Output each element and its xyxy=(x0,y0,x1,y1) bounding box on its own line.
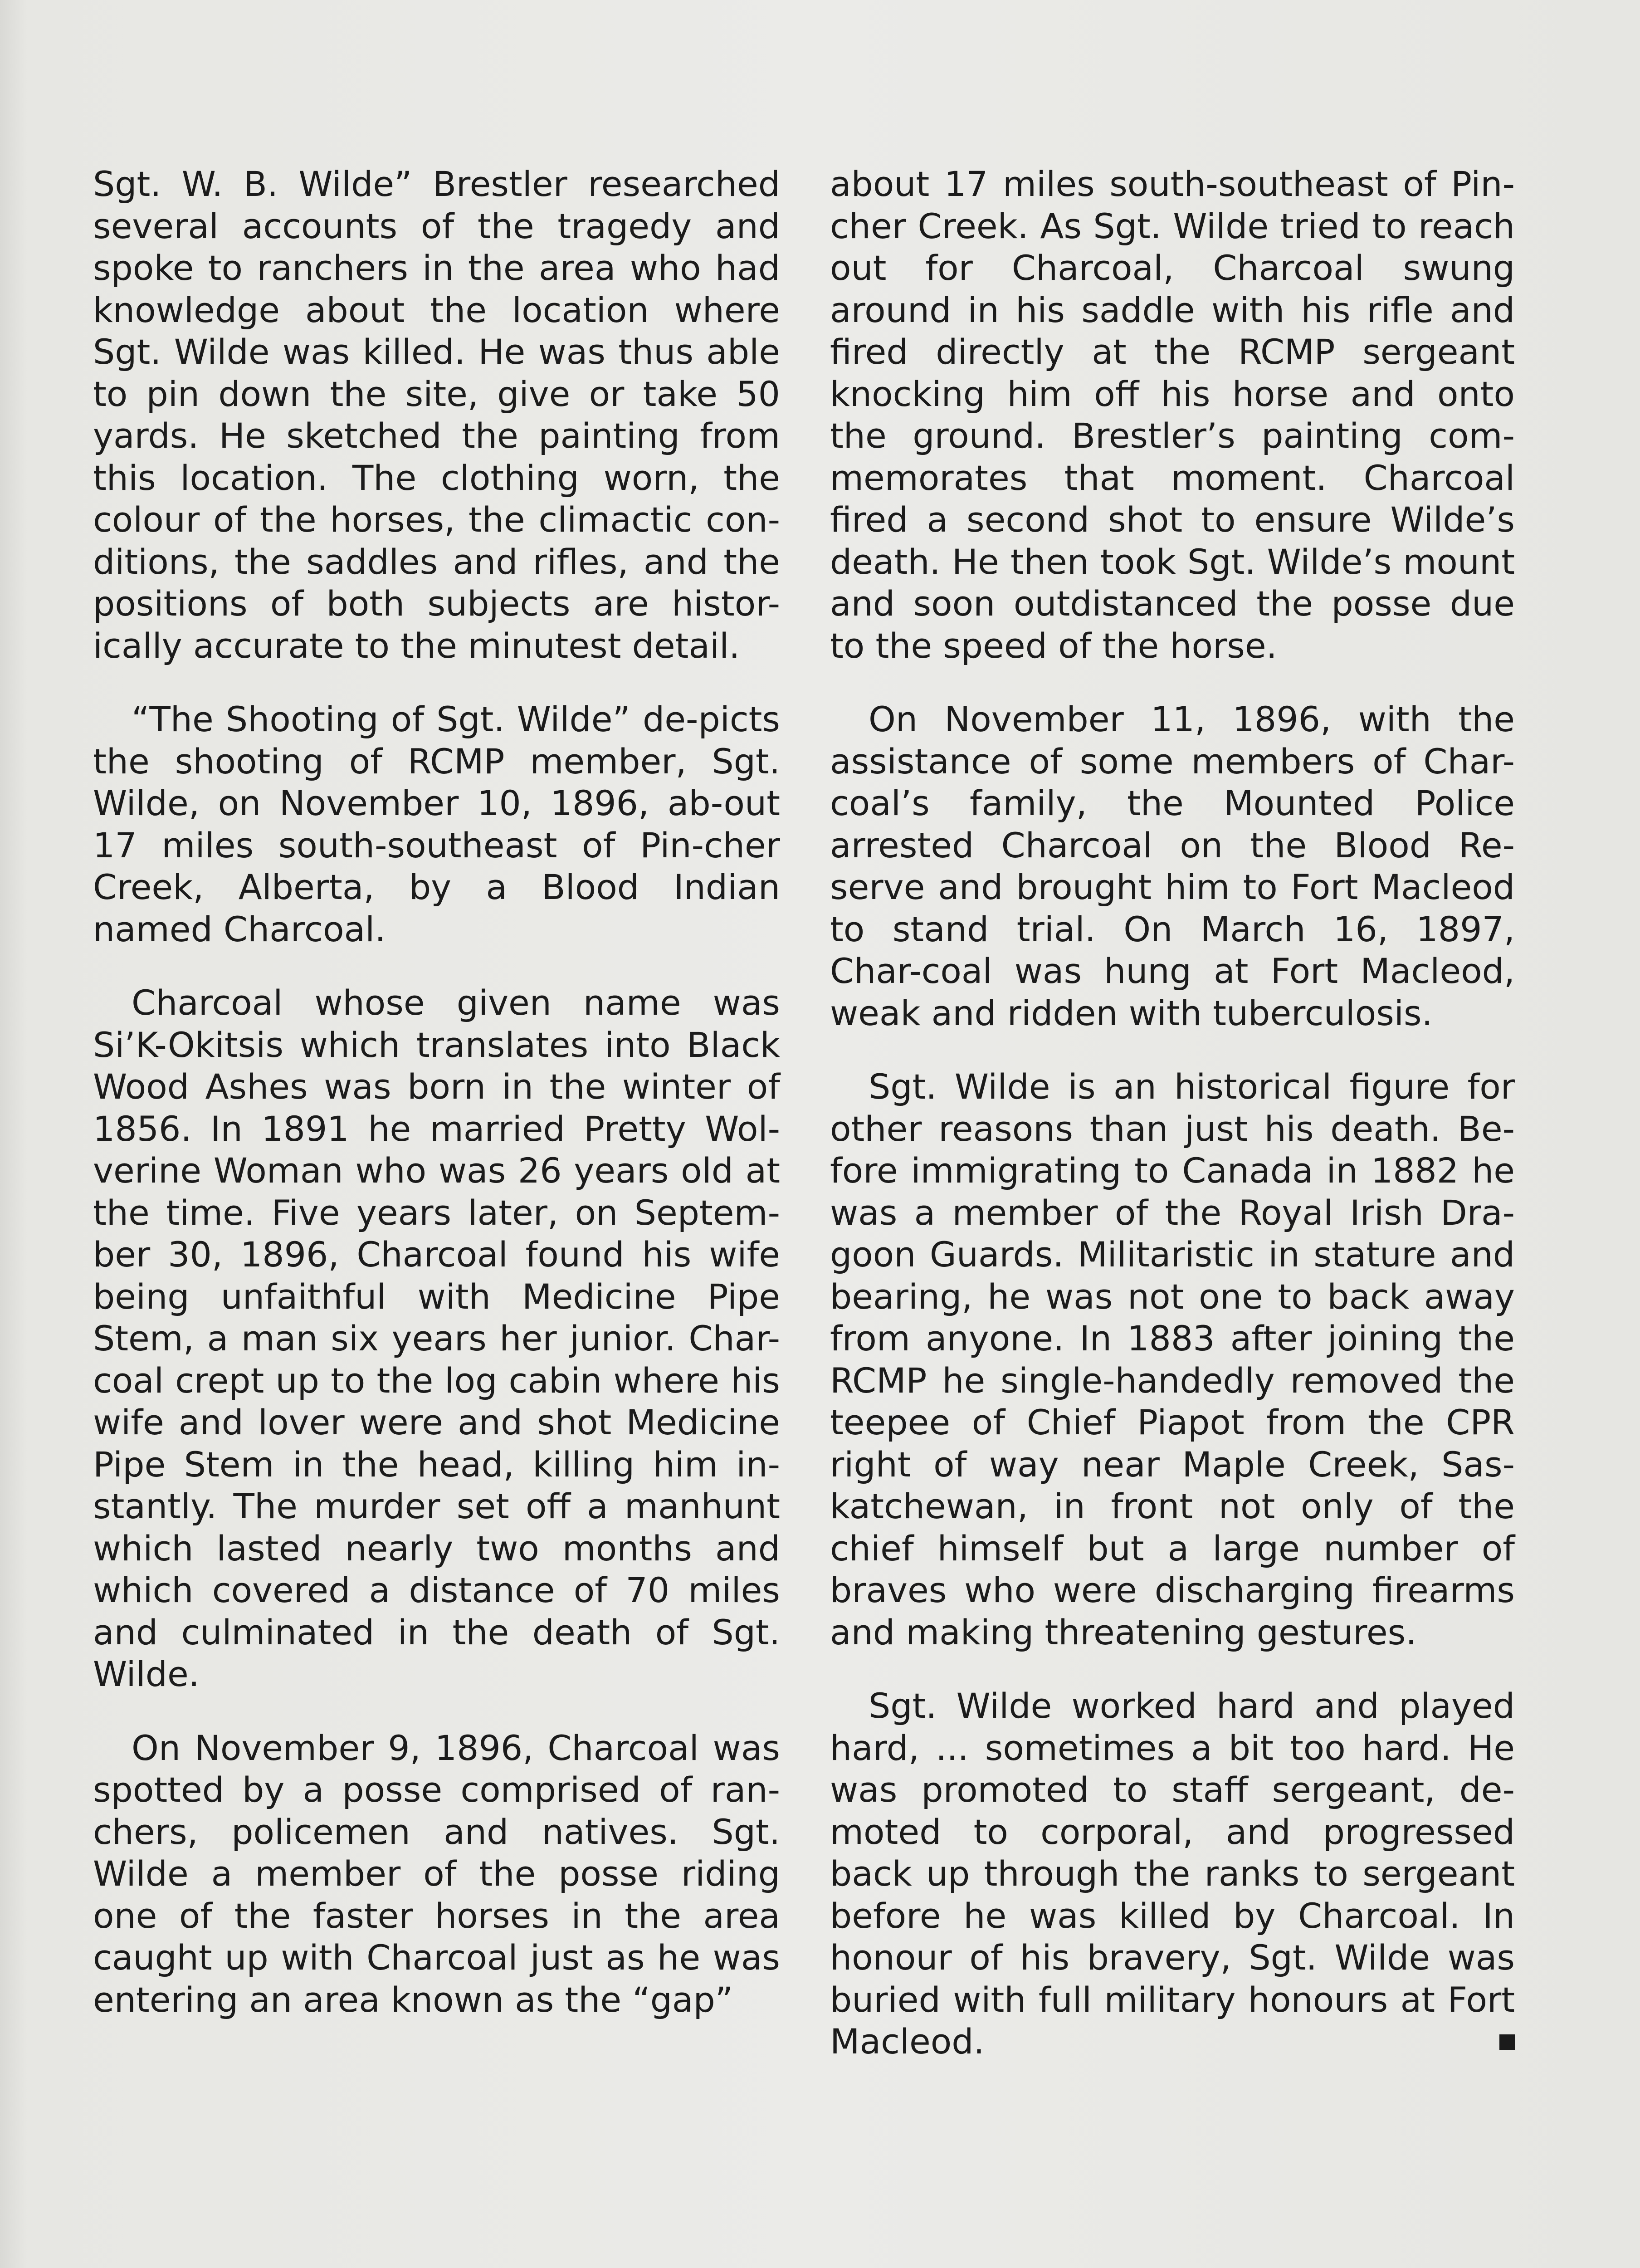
paragraph: On November 11, 1896, with the assistance of some members of Char-coal’s family, the Mounted Police arrested Charcoal on the Blood Re-serve and brought him to Fort Macleod to stand trial. On March 16, 1897, Char-coal was hung at Fort Macleod, weak and ridden with tuberculosis. xyxy=(830,699,1515,1033)
paragraph: Sgt. Wilde is an historical figure for other reasons than just his death. Be-fore immigrating to Canada in 1882 he was a member of the Royal Irish Dra-goon Guards. Militaristic in stature and bearing, he was not one to back away from anyone. In 1883 after joining the RCMP he single-handedly removed the teepee of Chief Piapot from the CPR right of way near Maple Creek, Sas-katchewan, in front not only of the chief himself but a large number of braves who were discharging firearms and making threatening gestures. xyxy=(830,1066,1515,1652)
paragraph: Charcoal whose given name was Si’K-Okitsis which translates into Black Wood Ashes was born in the winter of 1856. In 1891 he married Pretty Wol-verine Woman who was 26 years old at the time. Five years later, on Septem-ber 30, 1896, Charcoal found his wife being unfaithful with Medicine Pipe Stem, a man six years her junior. Char-coal crept up to the log cabin where his wife and lover were and shot Medicine Pipe Stem in the head, killing him in-stantly. The murder set off a manhunt which lasted nearly two months and which covered a distance of 70 miles and culminated in the death of Sgt. Wilde. xyxy=(93,982,780,1694)
end-of-article-mark-icon xyxy=(1499,2034,1515,2050)
paragraph-text: Sgt. Wilde worked hard and played hard, ... sometimes a bit too hard. He was promoted to staff sergeant, de-moted to corporal, and progressed back up through the ranks to sergeant before he was killed by Charcoal. In honour of his bravery, Sgt. Wilde was buried with full military honours at Fort Macleod. xyxy=(830,1686,1515,2062)
right-column xyxy=(830,163,1515,2095)
paragraph-last xyxy=(830,1685,1515,2063)
paragraph: Sgt. W. B. Wilde” Brestler researched several accounts of the tragedy and spoke to ranchers in the area who had knowledge about the location where Sgt. Wilde was killed. He was thus able to pin down the site, give or take 50 yards. He sketched the painting from this location. The clothing worn, the colour of the horses, the climactic con-ditions, the saddles and rifles, and the positions of both subjects are histor-ically accurate to the minutest detail. xyxy=(93,164,780,666)
left-column xyxy=(93,163,780,2053)
paragraph: On November 9, 1896, Charcoal was spotted by a posse comprised of ran-chers, policemen and natives. Sgt. Wilde a member of the posse riding one of the faster horses in the area caught up with Charcoal just as he was entering an area known as the “gap” xyxy=(93,1727,780,2020)
paragraph: about 17 miles south-southeast of Pin-cher Creek. As Sgt. Wilde tried to reach out for Charcoal, Charcoal swung around in his saddle with his rifle and fired directly at the RCMP sergeant knocking him off his horse and onto the ground. Brestler’s painting com-memorates that moment. Charcoal fired a second shot to ensure Wilde’s death. He then took Sgt. Wilde’s mount and soon outdistanced the posse due to the speed of the horse. xyxy=(830,164,1515,666)
paragraph: “The Shooting of Sgt. Wilde” de-picts the shooting of RCMP member, Sgt. Wilde, on November 10, 1896, ab-out 17 miles south-southeast of Pin-cher Creek, Alberta, by a Blood Indian named Charcoal. xyxy=(93,699,780,949)
